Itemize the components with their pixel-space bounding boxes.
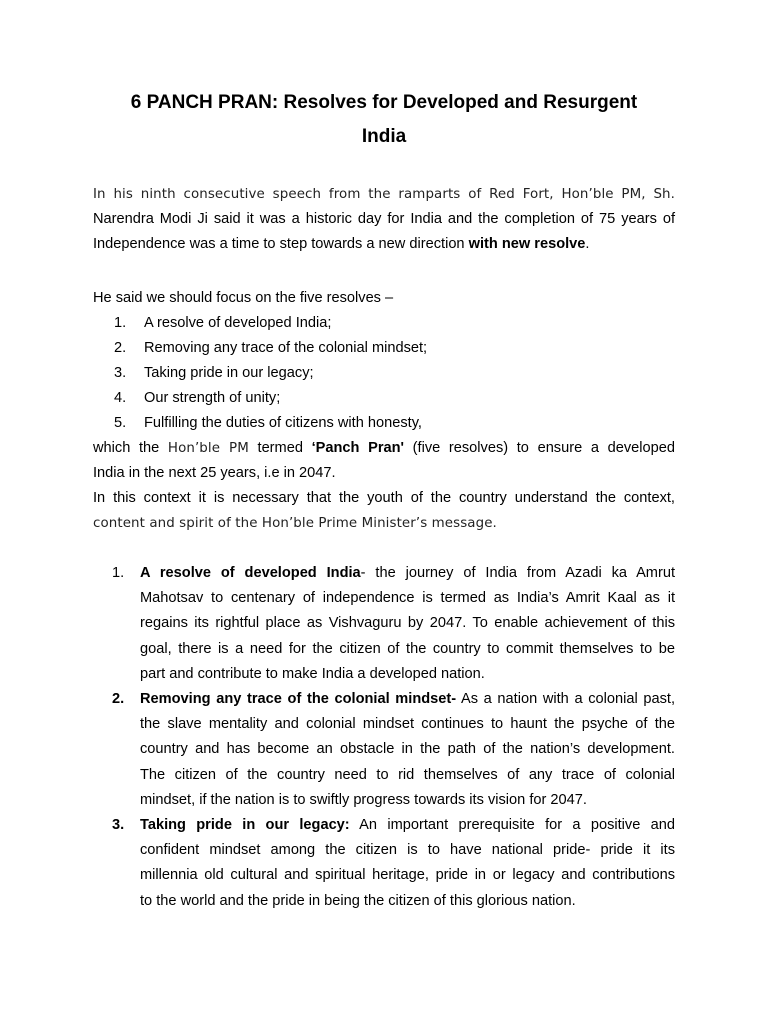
after-list-soft: Hon’ble PM [167,441,249,456]
intro-line-2: Narendra Modi Ji said it was a historic day for India and the completion of 75 years of [93,211,675,227]
detail-line: goal, there is a need for the citizen of the country to commit themselves to be [140,640,675,657]
detail-line: to the world and the pride in being the citizen of this glorious nation. [140,892,576,909]
intro-line-3-bold: with new resolve [468,236,586,252]
after-list-text-a: which the [93,440,168,456]
detail-number: 3. [112,817,125,833]
detail-number: 1. [112,565,125,581]
after-list-line-2: India in the next 25 years, i.e in 2047. [93,465,336,481]
after-list-line-4: content and spirit of the Hon’ble Prime Minister’s message. [93,516,497,531]
detail-heading: A resolve of developed India [140,565,361,581]
detail-line: The citizen of the country need to rid themselves of any trace of colonial [140,766,675,783]
detail-number: 2. [112,691,125,707]
list-text: A resolve of developed India; [144,315,332,331]
list-number: 5. [114,415,127,431]
detail-line: confident mindset among the citizen is to have national pride- pride it its [140,842,675,859]
detail-body [140,561,675,687]
detail-heading-rest: - the journey of India from Azadi ka Amrut [360,565,675,581]
after-list-bold: ‘Panch Pran' [311,440,405,456]
detail-first-line [140,561,675,586]
detail-heading-rest: An important prerequisite for a positive and [349,817,675,833]
list-item [114,311,427,336]
detail-heading-rest: As a nation with a colonial past, [456,691,675,707]
detail-item-1 [112,561,675,687]
title-line-2: India [361,126,407,147]
list-text: Taking pride in our legacy; [144,365,314,381]
after-list-text-c: (five resolves) to ensure a developed [404,440,675,456]
list-text: Fulfilling the duties of citizens with honesty, [144,415,422,431]
after-list-line-3: In this context it is necessary that the youth of the country understand the context, [93,490,675,506]
after-list-paragraph [93,436,675,536]
list-item [114,386,427,411]
resolves-list [114,311,427,436]
detail-line: millennia old cultural and spiritual heritage, pride in or legacy and contributions [140,867,675,884]
intro-line-3 [93,232,675,257]
list-number: 4. [114,390,127,406]
focus-intro: He said we should focus on the five resolves – [93,290,394,306]
intro-line-3-text: Independence was a time to step towards a new direction [93,236,469,252]
detail-first-line [140,687,675,712]
detail-line: part and contribute to make India a developed nation. [140,665,485,682]
title-line-1: 6 PANCH PRAN: Resolves for Developed and Resurgent [130,92,638,113]
list-item [114,361,427,386]
detail-heading: Removing any trace of the colonial mindset- [140,691,457,707]
list-number: 3. [114,365,127,381]
list-item [114,336,427,361]
detail-item-2 [112,687,675,813]
after-list-line-1 [93,436,675,461]
detail-body [140,813,675,914]
list-text: Removing any trace of the colonial mindset; [144,340,428,356]
after-list-text-b: termed [248,440,312,456]
list-text: Our strength of unity; [144,390,281,406]
detail-heading: Taking pride in our legacy: [140,817,350,833]
list-number: 1. [114,315,127,331]
list-number: 2. [114,340,127,356]
intro-line-3-end: . [585,236,590,252]
intro-paragraph [93,182,675,257]
detail-body [140,687,675,813]
detail-line: the slave mentality and colonial mindset continues to haunt the psyche of the [140,716,675,733]
detail-line: Mahotsav to centenary of independence is termed as India’s Amrit Kaal as it [140,590,675,607]
detail-line: regains its rightful place as Vishvaguru by 2047. To enable achievement of this [140,615,675,632]
detail-first-line [140,813,675,838]
detail-line: mindset, if the nation is to swiftly progress towards its vision for 2047. [140,791,587,808]
page-title [90,86,678,154]
list-item [114,411,427,436]
intro-line-1: In his ninth consecutive speech from the ramparts of Red Fort, Hon’ble PM, Sh. [93,187,675,202]
detail-line: country and has become an obstacle in the path of the nation’s development. [140,741,675,758]
detail-item-3 [112,813,675,914]
